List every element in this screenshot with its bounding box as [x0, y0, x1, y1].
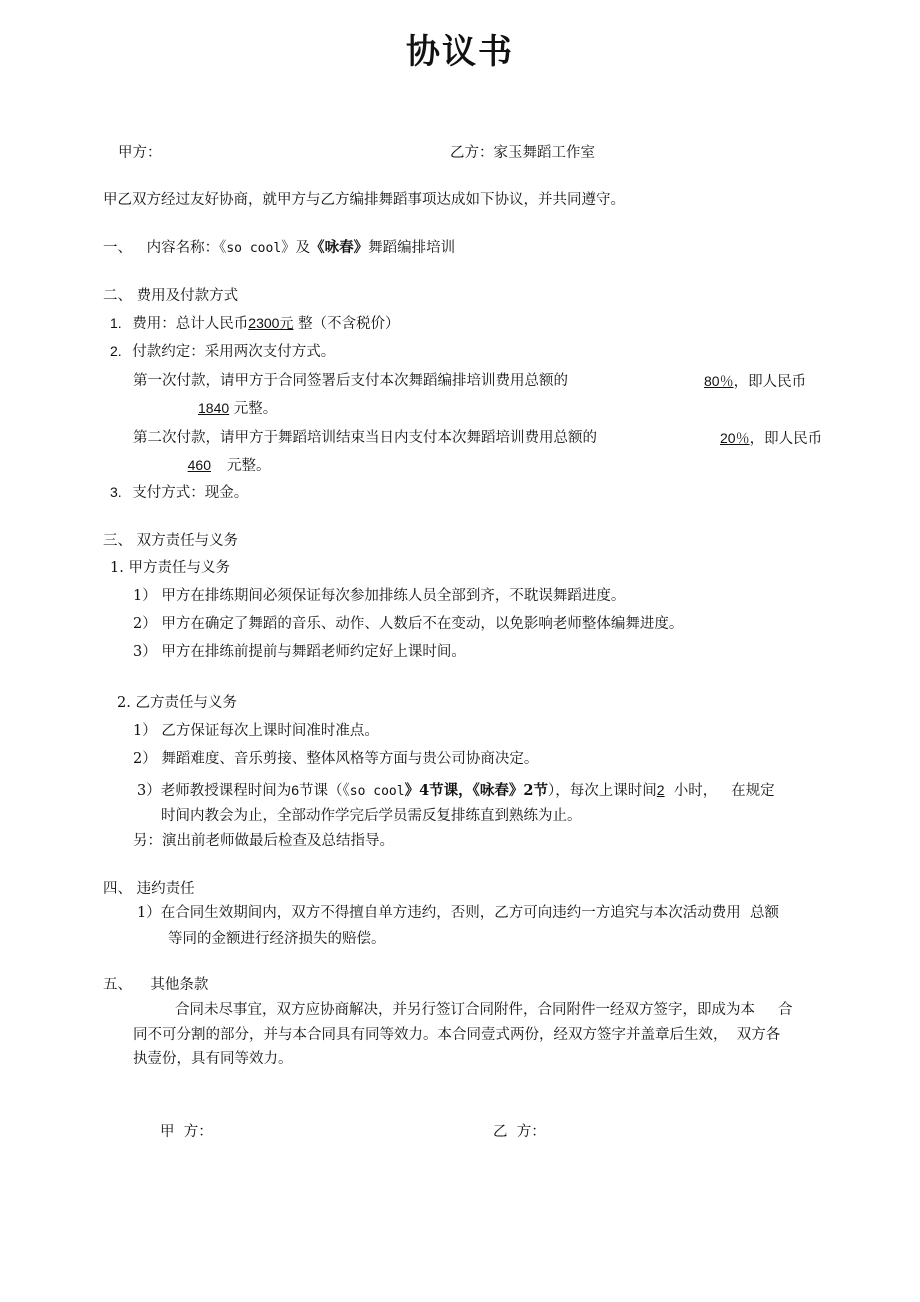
signature-party-b: 乙 方：	[493, 1124, 546, 1140]
section1-label: 内容名称：	[146, 240, 220, 256]
section2-item2-text: 付款约定：采用两次支付方式。	[132, 344, 336, 360]
section2-item1-prefix: 费用：总计人民币	[132, 316, 249, 332]
section1-quote-open: 《	[219, 240, 227, 256]
party-b-duty-1: 1） 乙方保证每次上课时间准时准点。	[133, 723, 379, 739]
section4-heading: 四、 违约责任	[103, 881, 195, 897]
section2-item2	[110, 341, 335, 362]
party-a-duties-heading: 1. 甲方责任与义务	[110, 560, 230, 576]
party-a-duty-2: 2） 甲方在确定了舞蹈的音乐、动作、人数后不在变动，以免影响老师整体编舞进度。	[133, 616, 684, 632]
second-payment-amount-line	[133, 455, 271, 476]
section2-item2-number: 2.	[110, 343, 122, 359]
section2-item1	[110, 313, 400, 334]
section2-total-amount: 2300元	[248, 315, 294, 331]
section1-title1: so cool	[226, 241, 282, 256]
second-payment-unit: 元整。	[227, 458, 271, 474]
party-b-duty-3-mid1: 节课（《	[299, 783, 350, 799]
party-b-duty-3-song1: so cool	[349, 784, 405, 799]
section4-line2: 等同的金额进行经济损失的赔偿。	[168, 931, 386, 947]
first-payment-amount: 1840	[198, 400, 230, 416]
signature-party-a: 甲 方：	[160, 1124, 213, 1140]
section2-item3-text: 支付方式：现金。	[132, 485, 249, 501]
party-b-duty-3-end: 小时， 在规定	[664, 783, 775, 799]
section2-item3	[110, 482, 248, 503]
second-payment-rmb-label: ，即人民币	[749, 431, 823, 447]
party-b-duty-3-mid2: 》4节课，《咏春》2节	[404, 782, 549, 799]
section2-item1-number: 1.	[110, 315, 122, 331]
party-b-duty-2: 2） 舞蹈难度、音乐剪接、整体风格等方面与贵公司协商决定。	[133, 751, 539, 767]
section5-line3: 执壹份，具有同等效力。	[133, 1051, 293, 1067]
party-b-duty-3-prefix: 3）老师教授课程时间为	[137, 783, 292, 799]
party-a-duty-3: 3） 甲方在排练前提前与舞蹈老师约定好上课时间。	[133, 644, 466, 660]
section5-line1: 合同未尽事宜，双方应协商解决，并另行签订合同附件，合同附件一经双方签字，即成为本 合	[175, 1002, 793, 1018]
party-b-duty-3-line2: 时间内教会为止，全部动作学完后学员需反复排练直到熟练为止。	[161, 808, 582, 824]
party-b-label: 乙方：家玉舞蹈工作室	[450, 145, 595, 161]
first-payment-unit: 元整。	[233, 401, 278, 417]
section5-heading: 五、 其他条款	[103, 977, 209, 993]
intro-paragraph: 甲乙双方经过友好协商，就甲方与乙方编排舞蹈事项达成如下协议，并共同遵守。	[103, 192, 625, 208]
party-a-duty-1: 1） 甲方在排练期间必须保证每次参加排练人员全部到齐，不耽误舞蹈进度。	[133, 588, 626, 604]
party-b-duty-3-mid3: ），每次上课时间	[548, 783, 657, 799]
section2-item3-number: 3.	[110, 484, 122, 500]
first-payment-percent: 80％	[704, 373, 734, 389]
second-payment-amount: 460	[187, 457, 211, 473]
section2-heading: 二、 费用及付款方式	[103, 288, 239, 304]
section2-item1-suffix: 整（不含税价）	[298, 316, 400, 332]
section1-number: 一、	[103, 240, 132, 256]
section1-title2: 《咏春》	[310, 239, 369, 256]
document-title: 协议书	[406, 32, 514, 72]
second-payment-percent: 20％	[720, 430, 750, 446]
second-payment-text: 第二次付款，请甲方于舞蹈培训结束当日内支付本次舞蹈培训费用总额的	[133, 430, 597, 446]
party-b-duties-heading: 2. 乙方责任与义务	[117, 695, 237, 711]
section1-quote-close: 》及	[281, 240, 311, 256]
party-b-duty-3	[137, 780, 775, 802]
section3-note: 另：演出前老师做最后检查及总结指导。	[133, 833, 394, 849]
section4-line1: 1）在合同生效期间内，双方不得擅自单方违约，否则，乙方可向违约一方追究与本次活动费用 总额	[137, 905, 779, 921]
second-payment-percent-line	[720, 428, 822, 449]
first-payment-text: 第一次付款，请甲方于合同签署后支付本次舞蹈编排培训费用总额的	[133, 373, 568, 389]
first-payment-rmb-label: ，即人民币	[733, 374, 807, 390]
party-a-label: 甲方：	[118, 145, 162, 161]
section1-suffix: 舞蹈编排培训	[368, 240, 456, 256]
section3-heading: 三、 双方责任与义务	[103, 533, 239, 549]
section1-line	[103, 238, 455, 259]
party-b-duty-3-hours: 2	[656, 782, 665, 798]
first-payment-amount-line	[198, 398, 277, 419]
section5-line2: 同不可分割的部分，并与本合同具有同等效力。本合同壹式两份，经双方签字并盖章后生效， 双方各	[133, 1027, 781, 1043]
party-b-duty-3-lessons: 6	[291, 782, 300, 798]
first-payment-percent-line	[704, 371, 806, 392]
